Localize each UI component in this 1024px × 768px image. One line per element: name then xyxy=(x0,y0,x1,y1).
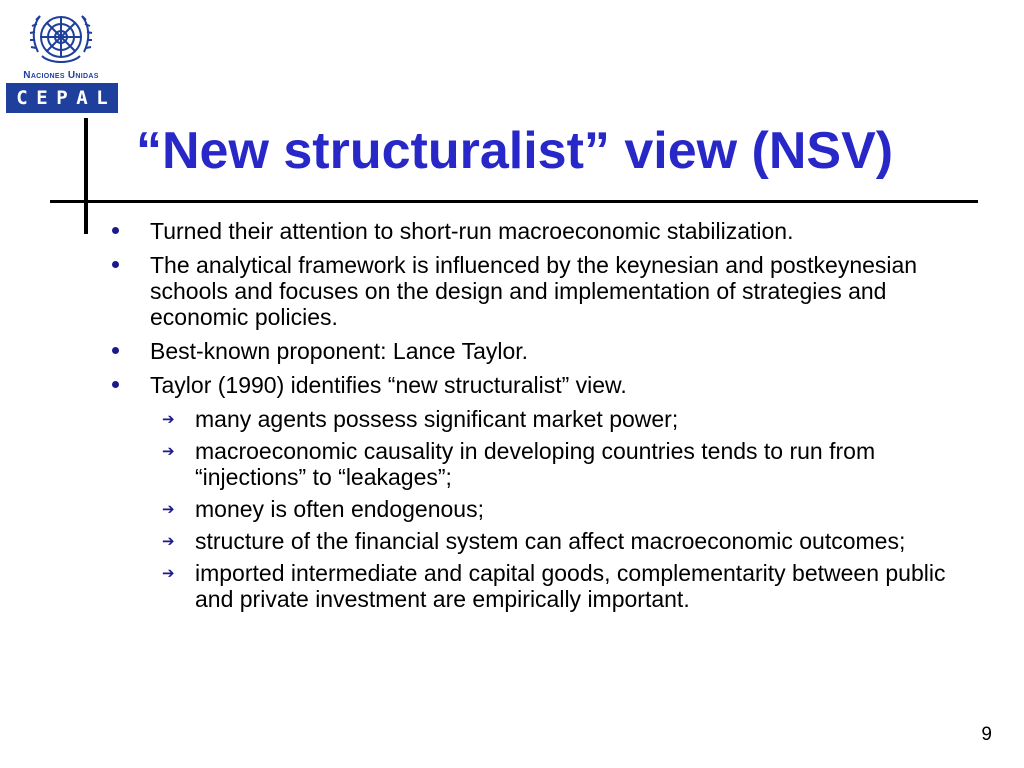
acronym-letter: E xyxy=(36,87,48,109)
bullet-item xyxy=(108,372,988,398)
acronym-letter: P xyxy=(56,87,68,109)
acronym-letter: C xyxy=(16,87,28,109)
sub-bullet-text: structure of the financial system can affect macroeconomic outcomes; xyxy=(195,528,906,554)
frame-vertical-line xyxy=(84,118,88,234)
frame-horizontal-line xyxy=(50,200,978,203)
cepal-logo xyxy=(4,4,118,112)
bullet-dot-icon xyxy=(112,261,119,268)
bullet-dot-icon xyxy=(112,347,119,354)
sub-bullet-text: many agents possess significant market power; xyxy=(195,406,679,432)
org-name: Naciones Unidas xyxy=(23,70,99,81)
sub-bullet-item xyxy=(108,406,988,432)
sub-bullet-item xyxy=(108,560,988,612)
acronym-letter: A xyxy=(76,87,88,109)
bullet-text: Taylor (1990) identifies “new structuralist” view. xyxy=(150,372,627,398)
un-emblem-icon xyxy=(28,4,94,70)
page-number: 9 xyxy=(981,724,992,745)
sub-bullet-item xyxy=(108,496,988,522)
arrow-right-icon: ➔ xyxy=(162,532,175,550)
arrow-right-icon: ➔ xyxy=(162,442,175,460)
slide-title: “New structuralist” view (NSV) xyxy=(136,122,894,180)
bullet-item xyxy=(108,338,988,364)
sub-bullet-text: imported intermediate and capital goods, complementarity between public and private investment are empirically important. xyxy=(195,560,946,612)
sub-bullet-text: money is often endogenous; xyxy=(195,496,484,522)
acronym-box xyxy=(6,83,118,113)
sub-bullet-item xyxy=(108,438,988,490)
arrow-right-icon: ➔ xyxy=(162,564,175,582)
acronym-letter: L xyxy=(96,87,108,109)
arrow-right-icon: ➔ xyxy=(162,410,175,428)
sub-bullet-text: macroeconomic causality in developing countries tends to run from “injections” to “leakages”; xyxy=(195,438,876,490)
bullet-text: Turned their attention to short-run macroeconomic stabilization. xyxy=(150,218,794,244)
bullet-item xyxy=(108,252,988,330)
sub-bullet-item xyxy=(108,528,988,554)
bullet-item xyxy=(108,218,988,244)
bullet-dot-icon xyxy=(112,227,119,234)
bullet-text: Best-known proponent: Lance Taylor. xyxy=(150,338,529,364)
arrow-right-icon: ➔ xyxy=(162,500,175,518)
slide-body xyxy=(108,218,988,618)
bullet-text: The analytical framework is influenced by the keynesian and postkeynesian schools and focuses on the design and implementation of strategies and economic policies. xyxy=(150,252,918,330)
bullet-dot-icon xyxy=(112,381,119,388)
